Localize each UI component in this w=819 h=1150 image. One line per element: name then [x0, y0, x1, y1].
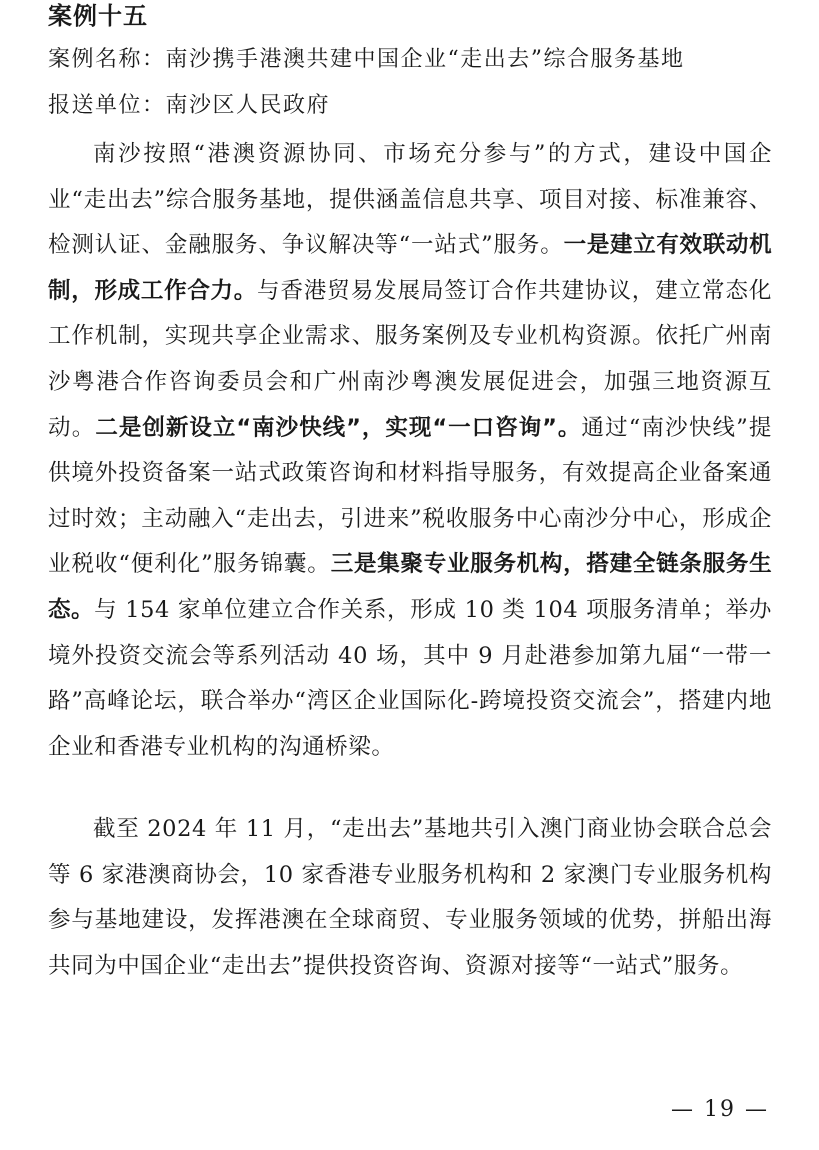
body-paragraph-1 — [48, 132, 772, 770]
case-name-line — [48, 44, 788, 76]
point2-text: 通过“南沙快线”提供境外投资备案一站式政策咨询和材料指导服务，有效提高企业备案通过时效；主动融入“走出去，引进来”税收服务中心南沙分中心，形成企业税收“便利化”服务锦囊。 — [48, 414, 773, 578]
case-number-heading: 案例十五 — [48, 2, 148, 30]
body-paragraph-2: 截至 2024 年 11 月，“走出去”基地共引入澳门商业协会联合总会等 6 家港澳商协会，10 家香港专业服务机构和 2 家澳门专业服务机构参与基地建设，发挥港澳在全球商贸、专业服务领域的优势，拼船出海共同为中国企业“走出去”提供投资咨询、资源对接等“一站式”服务。 — [48, 816, 772, 979]
reporting-unit-value: 南沙区人民政府 — [165, 93, 331, 118]
case-name-value: 南沙携手港澳共建中国企业“走出去”综合服务基地 — [165, 47, 685, 72]
intro-text: 南沙按照“港澳资源协同、市场充分参与”的方式，建设中国企业“走出去”综合服务基地，提供涵盖信息共享、项目对接、标准兼容、检测认证、金融服务、争议解决等“一站式”服务。 — [48, 141, 772, 259]
point3-text: 与 154 家单位建立合作关系，形成 10 类 104 项服务清单；举办境外投资交流会等系列活动 40 场，其中 9 月赴港参加第九届“一带一路”高峰论坛，联合举办“湾区企业国际化-跨境投资交流会”，搭建内地企业和香港专业机构的沟通桥梁。 — [48, 596, 772, 760]
point1-heading: 一是建立有效联动机制，形成工作合力。 — [48, 232, 772, 304]
page-number: — 19 — — [671, 1097, 769, 1122]
reporting-unit-label: 报送单位： — [48, 93, 166, 118]
reporting-unit-line — [48, 90, 788, 122]
point2-heading: 二是创新设立“南沙快线”，实现“一口咨询”。 — [95, 414, 582, 441]
point3-heading: 三是集聚专业服务机构，搭建全链条服务生态。 — [48, 551, 772, 623]
case-name-label: 案例名称： — [48, 47, 166, 72]
point1-text: 与香港贸易发展局签订合作共建协议，建立常态化工作机制，实现共享企业需求、服务案例及专业机构资源。依托广州南沙粤港合作咨询委员会和广州南沙粤澳发展促进会，加强三地资源互动。 — [48, 277, 772, 441]
